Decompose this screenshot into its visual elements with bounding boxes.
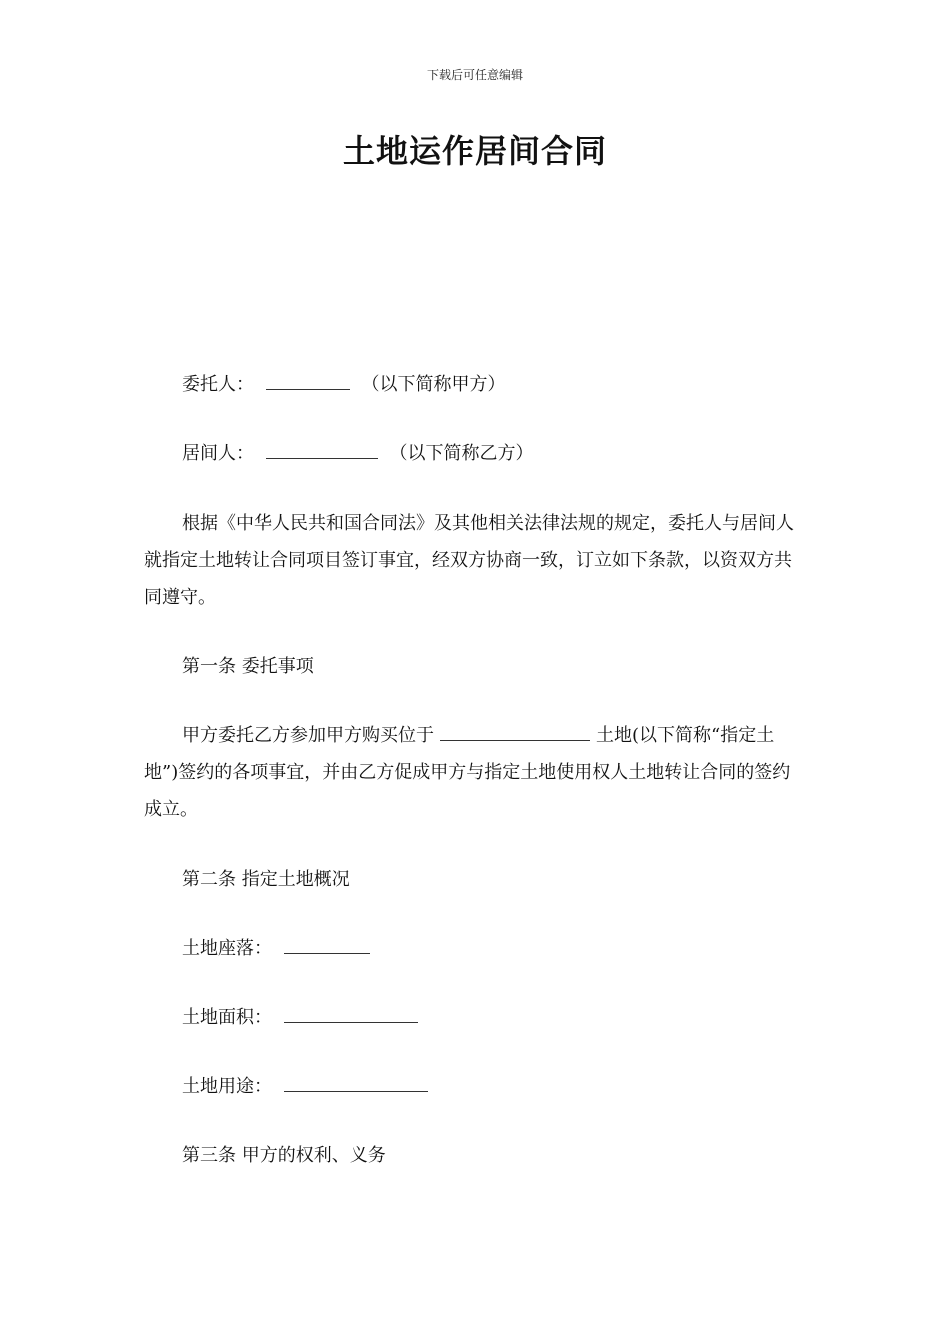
document-title: 土地运作居间合同 bbox=[342, 132, 607, 170]
land-area-field[interactable] bbox=[284, 1002, 418, 1023]
intermediary-label: 居间人： bbox=[182, 443, 254, 464]
intermediary-line bbox=[182, 435, 533, 472]
article1-text-after: 土地(以下简称“指定土地”)签约的各项事宜，并由乙方促成甲方与指定土地使用权人土地转让合同的签约成立。 bbox=[144, 725, 791, 820]
preamble-paragraph: 根据《中华人民共和国合同法》及其他相关法律法规的规定，委托人与居间人就指定土地转让合同项目签订事宜，经双方协商一致，订立如下条款，以资双方共同遵守。 bbox=[144, 513, 794, 608]
land-usage-line bbox=[182, 1068, 434, 1105]
land-location-line bbox=[182, 930, 376, 967]
client-blank[interactable] bbox=[266, 369, 350, 390]
article1-text-before: 甲方委托乙方参加甲方购买位于 bbox=[182, 725, 434, 746]
land-location-label: 土地座落： bbox=[182, 938, 272, 959]
intermediary-blank[interactable] bbox=[266, 438, 378, 459]
intermediary-suffix: （以下简称乙方） bbox=[389, 443, 534, 464]
client-suffix: （以下简称甲方） bbox=[361, 374, 506, 395]
article1-heading: 第一条 委托事项 bbox=[182, 656, 314, 677]
article1-paragraph bbox=[144, 717, 808, 828]
land-usage-field[interactable] bbox=[284, 1071, 428, 1092]
header-note: 下载后可任意编辑 bbox=[426, 68, 523, 82]
land-location-field[interactable] bbox=[284, 933, 370, 954]
land-area-label: 土地面积： bbox=[182, 1007, 272, 1028]
land-area-line bbox=[182, 999, 424, 1036]
land-location-blank[interactable] bbox=[440, 720, 590, 741]
land-usage-label: 土地用途： bbox=[182, 1076, 272, 1097]
client-line bbox=[182, 366, 505, 403]
client-label: 委托人： bbox=[182, 374, 254, 395]
article2-heading: 第二条 指定土地概况 bbox=[182, 869, 350, 890]
article3-heading: 第三条 甲方的权利、义务 bbox=[182, 1145, 386, 1166]
